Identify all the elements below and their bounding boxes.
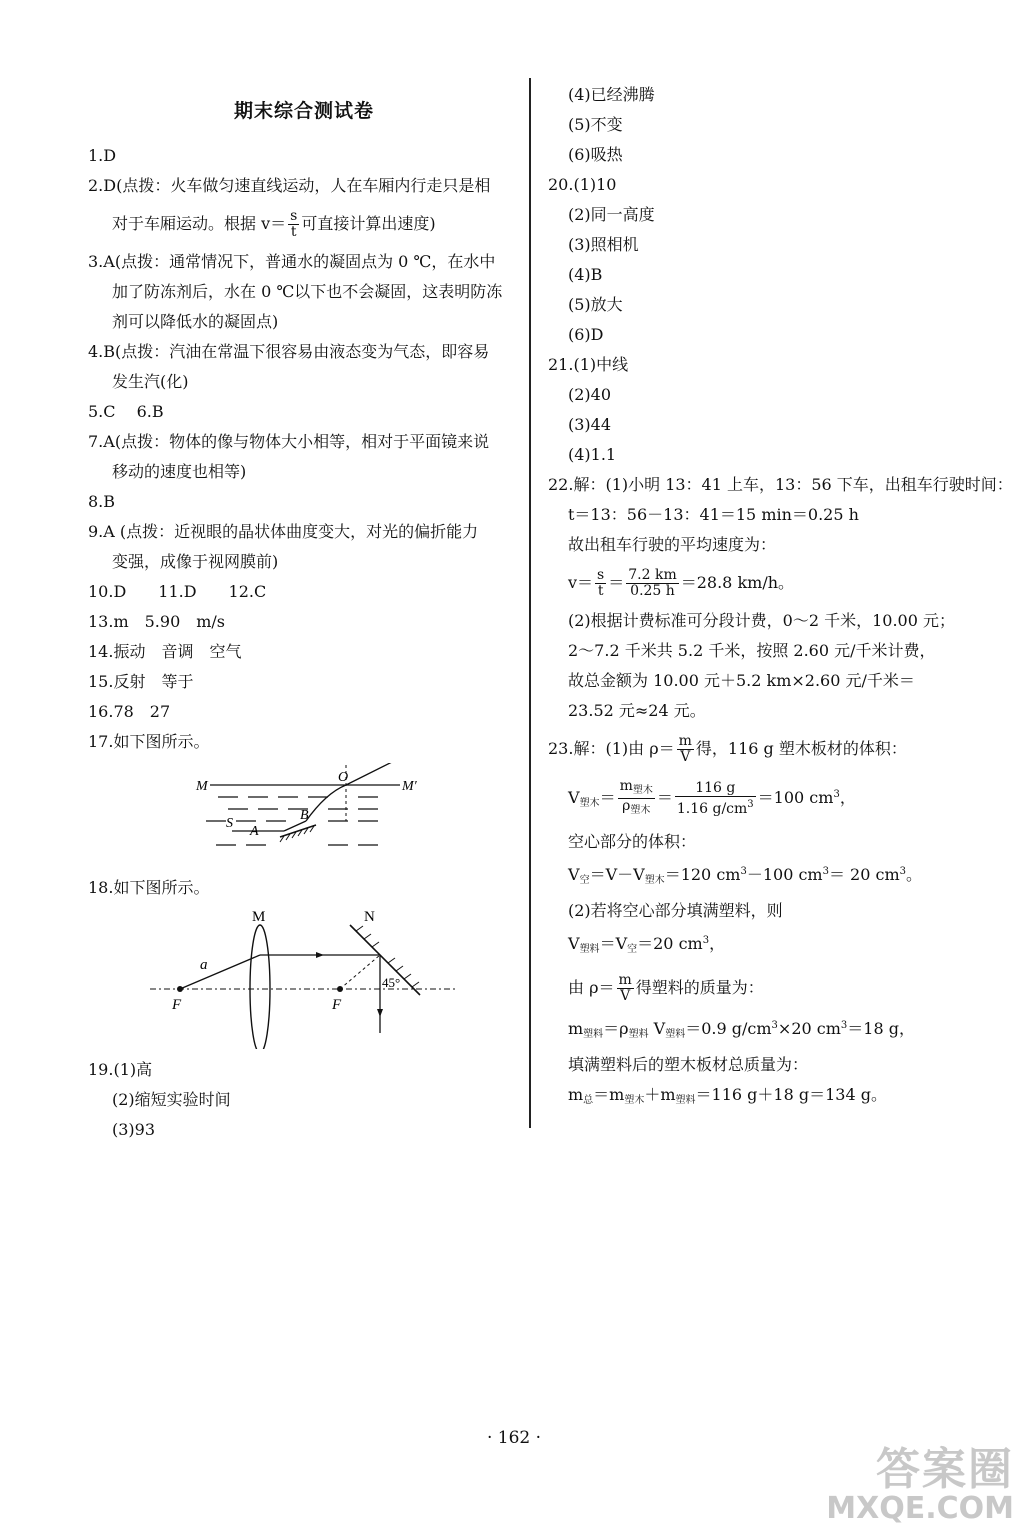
label-S: S [226,816,233,831]
fraction-m-V: $\frac{m}{V}$ [618,972,632,1004]
answer-13: 13.m 5.90 m/s [88,612,226,631]
answer-18: 18.如下图所示。 [88,878,210,897]
watermark [826,1433,1014,1526]
answer-2-line1: 2.D(点拨：火车做匀速直线运动，人在车厢内行走只是相 [88,176,491,195]
answer-22-line2: t＝13：56－13：41＝15 min＝0.25 h [568,505,859,524]
answer-3-line1: 3.A(点拨：通常情况下，普通水的凝固点为 0 ℃，在水中 [88,252,496,271]
left-column [88,80,520,1145]
answer-22-line1: 22.解：(1)小明 13：41 上车，13：56 下车，出租车行驶时间： [548,475,1013,494]
figure-17-refraction-diagram [88,763,520,867]
answer-21-3: (3)44 [568,415,612,434]
ray-a [180,955,260,989]
fraction-s-t: $\frac{s}{t}$ [597,567,605,599]
answer-15: 15.反射 等于 [88,672,194,691]
label-M-prime: M′ [402,779,417,794]
answer-5-6: 5.C 6.B [88,402,164,421]
answer-10-12: 10.D 11.D 12.C [88,582,267,601]
answer-9-line1: 9.A (点拨：近视眼的晶状体曲度变大，对光的偏折能力 [88,522,479,541]
watermark-logo-text: 答案圈 [876,1444,1014,1495]
answer-23-volume-formula: $V_{塑木}=$ $\frac{m_{塑木}}{\rho_{塑木}}$ ＝ $\frac{116 g}{1.16 g/cm^3}$ ＝100 $cm^3$， [568,778,856,817]
refracted-ray [346,763,398,785]
answer-20-2: (2)同一高度 [568,205,655,224]
answer-21-1: 21.(1)中线 [548,355,629,374]
label-a: a [200,957,208,973]
convex-lens [250,925,270,1049]
fraction-distance-time: $\frac{7.2 km}{0.25 h}$ [628,567,677,599]
construction-line [340,955,380,989]
answer-22-line8: 23.52 元≈24 元。 [568,701,706,720]
answer-19-2: (2)缩短实验时间 [112,1090,231,1109]
fraction-mass-density: $\frac{116 g}{1.16 g/cm^3}$ [676,779,754,817]
page-title: 期末综合测试卷 [233,100,374,122]
answer-19-1: 19.(1)高 [88,1060,153,1079]
answer-22-line6: 2～7.2 千米共 5.2 千米，按照 2.60 元/千米计费， [568,641,936,660]
answer-23-line7: 由 ρ＝ $\frac{m}{V}$ 得塑料的质量为： [568,972,764,1004]
answer-9-line2: 变强，成像于视网膜前) [112,552,279,571]
answer-22-line3: 故出租车行驶的平均速度为： [568,535,777,554]
answer-23-line10: $m_总=m_{塑木}+m_{塑料}=116$ g＋18 g＝134 g。 [568,1085,887,1106]
figure-18-lens-diagram [88,909,520,1049]
incident-ray [306,785,346,821]
fraction-s-t: $\frac{s}{t}$ [290,208,298,240]
arrow-parallel [316,952,324,958]
answer-4-line2: 发生汽(化) [112,372,189,391]
label-O: O [338,770,349,785]
label-mirror-N: N [364,909,375,925]
mirror-hatching [280,826,314,842]
answer-19-5: (5)不变 [568,115,623,134]
answer-20-3: (3)照相机 [568,235,639,254]
answer-23-line9: 填满塑料后的塑木板材总质量为： [568,1055,809,1074]
answer-22-line7: 故总金额为 10.00 元＋5.2 km×2.60 元/千米＝ [568,671,915,690]
fraction-m-V: $\frac{m}{V}$ [678,733,692,765]
answer-7-line1: 7.A(点拨：物体的像与物体大小相等，相对于平面镜来说 [88,432,490,451]
answer-14: 14.振动 音调 空气 [88,642,242,661]
answer-1: 1.D [88,146,117,165]
answer-20-5: (5)放大 [568,295,623,314]
answer-8: 8.B [88,492,116,511]
label-F-right: F [332,997,342,1013]
label-A: A [250,824,259,839]
answer-23-line4: $V_空=V-V_{塑木}=120$ $cm^3-100$ $cm^3= 20$ $cm^3$。 [568,865,923,886]
fraction-m-rho: $\frac{m_{塑木}}{\rho_{塑木}}$ [619,778,653,816]
answer-19-6: (6)吸热 [568,145,623,164]
label-lens-M: M [252,909,266,925]
answer-23-line1: 23.解：(1)由 ρ＝ $\frac{m}{V}$ 得，116 g 塑木板材的体积： [548,733,907,765]
answer-23-line3: 空心部分的体积： [568,832,697,851]
answer-17: 17.如下图所示。 [88,732,210,751]
page-number: · 162 · [486,1428,542,1448]
label-F-left: F [172,997,182,1013]
answer-21-4: (4)1.1 [568,445,617,464]
answer-16: 16.78 27 [88,702,171,721]
answer-19-3: (3)93 [112,1120,156,1139]
arrow-down [377,1009,383,1017]
answer-20-1: 20.(1)10 [548,175,617,194]
answer-7-line2: 移动的速度也相等) [112,462,247,481]
label-B: B [300,808,309,823]
watermark-url: MXQE.COM [826,1491,1014,1526]
answer-3-line3: 剂可以降低水的凝固点) [112,312,279,331]
right-column [548,80,1013,1116]
answer-23-line8: $m_{塑料}=\rho_{塑料}$ $V_{塑料}=0.9$ $g/cm^3\times 20$ $cm^3=18$ g， [568,1019,915,1040]
answer-22-velocity: v＝ $\frac{s}{t}$ ＝ $\frac{7.2 km}{0.25 h}$ ＝28.8 km/h。 [568,567,795,599]
label-angle-45: 45° [382,975,401,990]
answer-22-line5: (2)根据计费标准可分段计费，0～2 千米，10.00 元； [568,611,956,630]
answer-19-4: (4)已经沸腾 [568,85,655,104]
answer-3-line2: 加了防冻剂后，水在 0 ℃以下也不会凝固，这表明防冻 [112,282,503,301]
column-divider [529,78,531,1128]
answer-23-line5: (2)若将空心部分填满塑料，则 [568,901,783,920]
answer-20-4: (4)B [568,265,603,284]
answer-4-line1: 4.B(点拨：汽油在常温下很容易由液态变为气态，即容易 [88,342,490,361]
label-M: M [196,779,208,794]
answer-2-line2: 对于车厢运动。根据 v＝ $\frac{s}{t}$ 可直接计算出速度) [112,208,436,240]
answer-20-6: (6)D [568,325,604,344]
answer-23-line6: $V_{塑料}=V_空=20$ $cm^3$， [568,934,726,955]
answer-21-2: (2)40 [568,385,612,404]
